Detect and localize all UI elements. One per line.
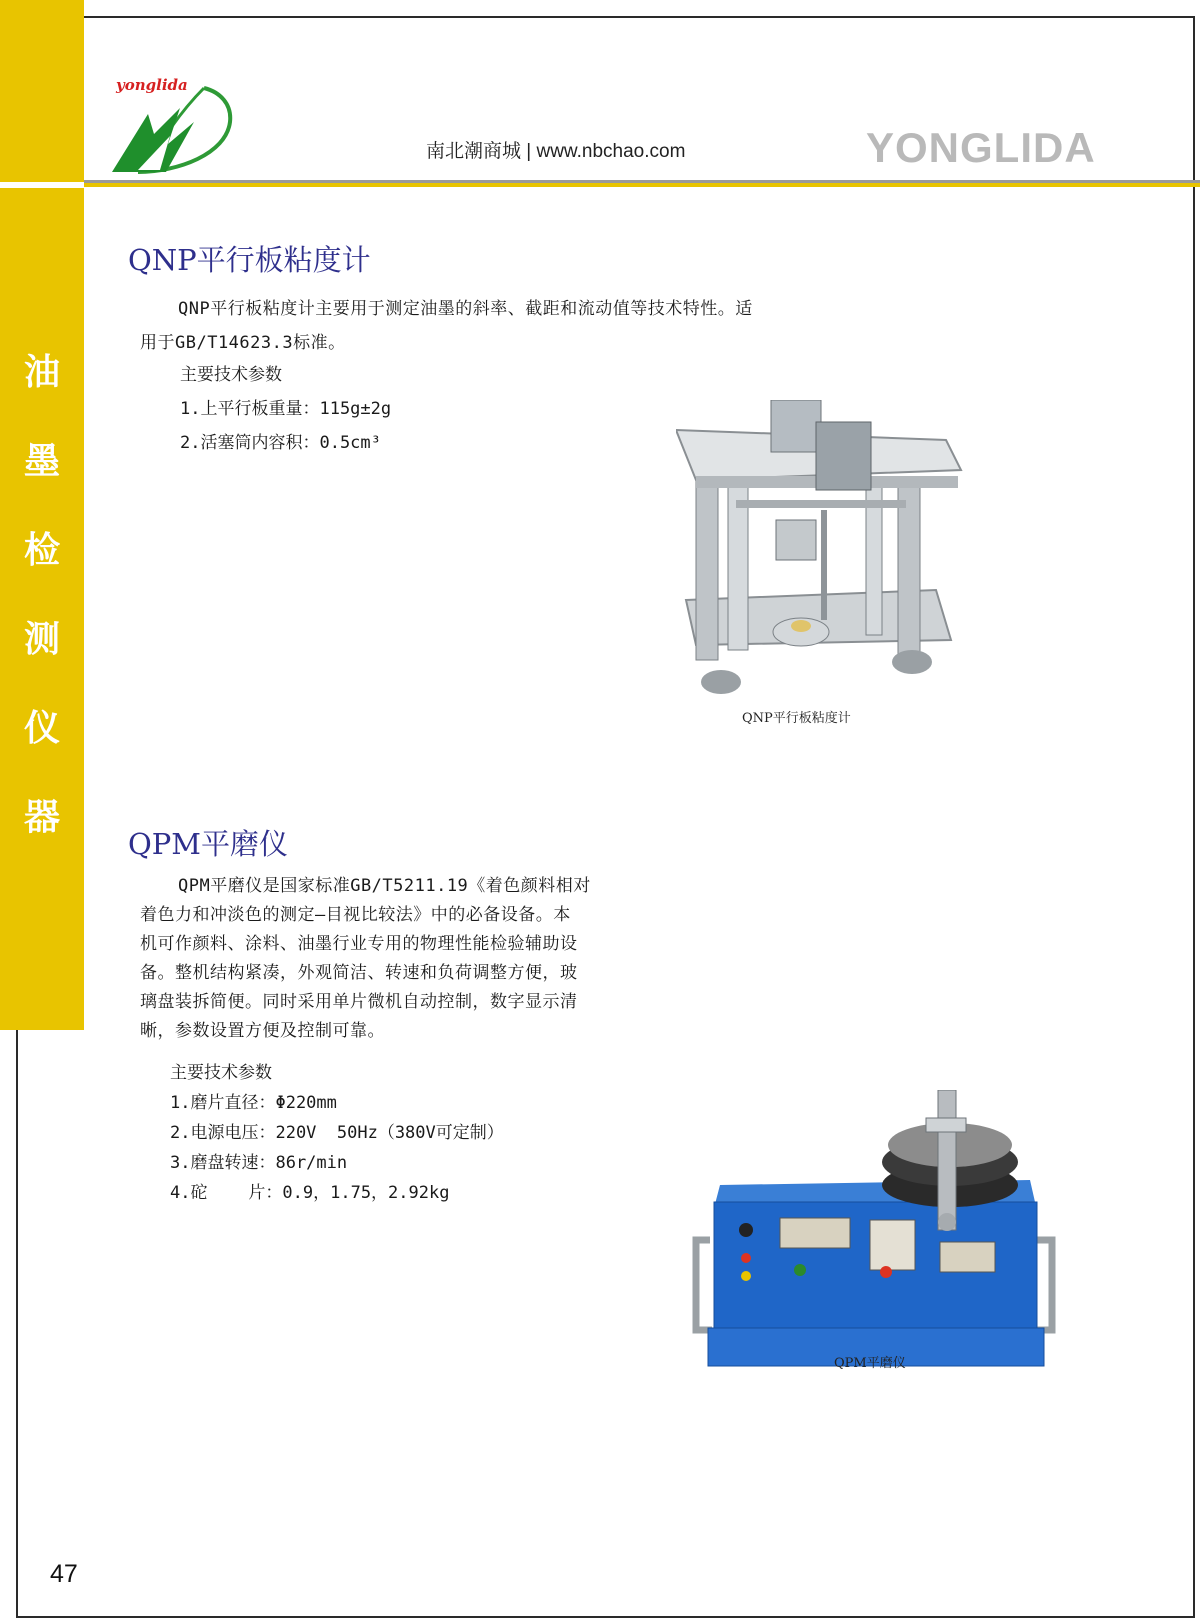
body-line: 璃盘装拆简便。同时采用单片微机自动控制，数字显示清 — [140, 992, 578, 1012]
body-line: 机可作颜料、涂料、油墨行业专用的物理性能检验辅助设 — [140, 934, 578, 954]
section-title-qnp: QNP平行板粘度计 — [128, 243, 371, 277]
qpm-grinder-photo — [690, 1090, 1090, 1375]
body-line: 备。整机结构紧凑，外观简洁、转速和负荷调整方便，玻 — [140, 963, 578, 983]
params-qnp — [180, 358, 391, 460]
body-line: 着色力和冲淡色的测定—目视比较法》中的必备设备。本 — [140, 905, 571, 925]
header-rule-accent — [84, 183, 1200, 187]
side-char: 油 — [23, 351, 60, 393]
param-item: 1.上平行板重量：115g±2g — [180, 399, 392, 419]
caption-qpm: QPM平磨仪 — [834, 1356, 906, 1371]
params-qpm — [170, 1058, 504, 1208]
body-line: QNP平行板粘度计主要用于测定油墨的斜率、截距和流动值等技术特性。适 — [178, 299, 753, 319]
param-item: 4.砣 片：0.9，1.75，2.92kg — [170, 1183, 450, 1203]
side-bar-notch — [0, 182, 84, 188]
section-body-qnp — [140, 292, 840, 360]
param-item: 3.磨盘转速：86r/min — [170, 1153, 348, 1173]
side-char: 仪 — [23, 707, 60, 749]
param-item: 2.活塞筒内容积：0.5cm³ — [180, 433, 381, 453]
section-title-qpm: QPM平磨仪 — [128, 827, 288, 861]
params-title: 主要技术参数 — [170, 1063, 272, 1083]
caption-qnp: QNP平行板粘度计 — [742, 711, 851, 726]
logo-text: yonglida — [116, 76, 188, 94]
side-char: 墨 — [23, 440, 60, 482]
side-char: 器 — [23, 796, 60, 838]
page-number: 47 — [50, 1560, 78, 1588]
section-body-qpm — [140, 872, 660, 1046]
body-line: QPM平磨仪是国家标准GB/T5211.19《着色颜料相对 — [178, 876, 591, 896]
side-char: 检 — [23, 529, 60, 571]
param-item: 2.电源电压：220V 50Hz（380V可定制） — [170, 1123, 504, 1143]
brand-name: YONGLIDA — [866, 124, 1096, 171]
body-line: 用于GB/T14623.3标准。 — [140, 333, 346, 353]
side-category-title — [0, 350, 84, 884]
param-item: 1.磨片直径：Φ220mm — [170, 1093, 337, 1113]
side-char: 测 — [23, 618, 60, 660]
body-line: 晰，参数设置方便及控制可靠。 — [140, 1021, 385, 1041]
site-link[interactable]: 南北潮商城 | www.nbchao.com — [426, 141, 686, 162]
params-title: 主要技术参数 — [180, 365, 282, 385]
side-bar — [0, 0, 84, 1030]
qnp-viscometer-photo — [676, 400, 976, 720]
